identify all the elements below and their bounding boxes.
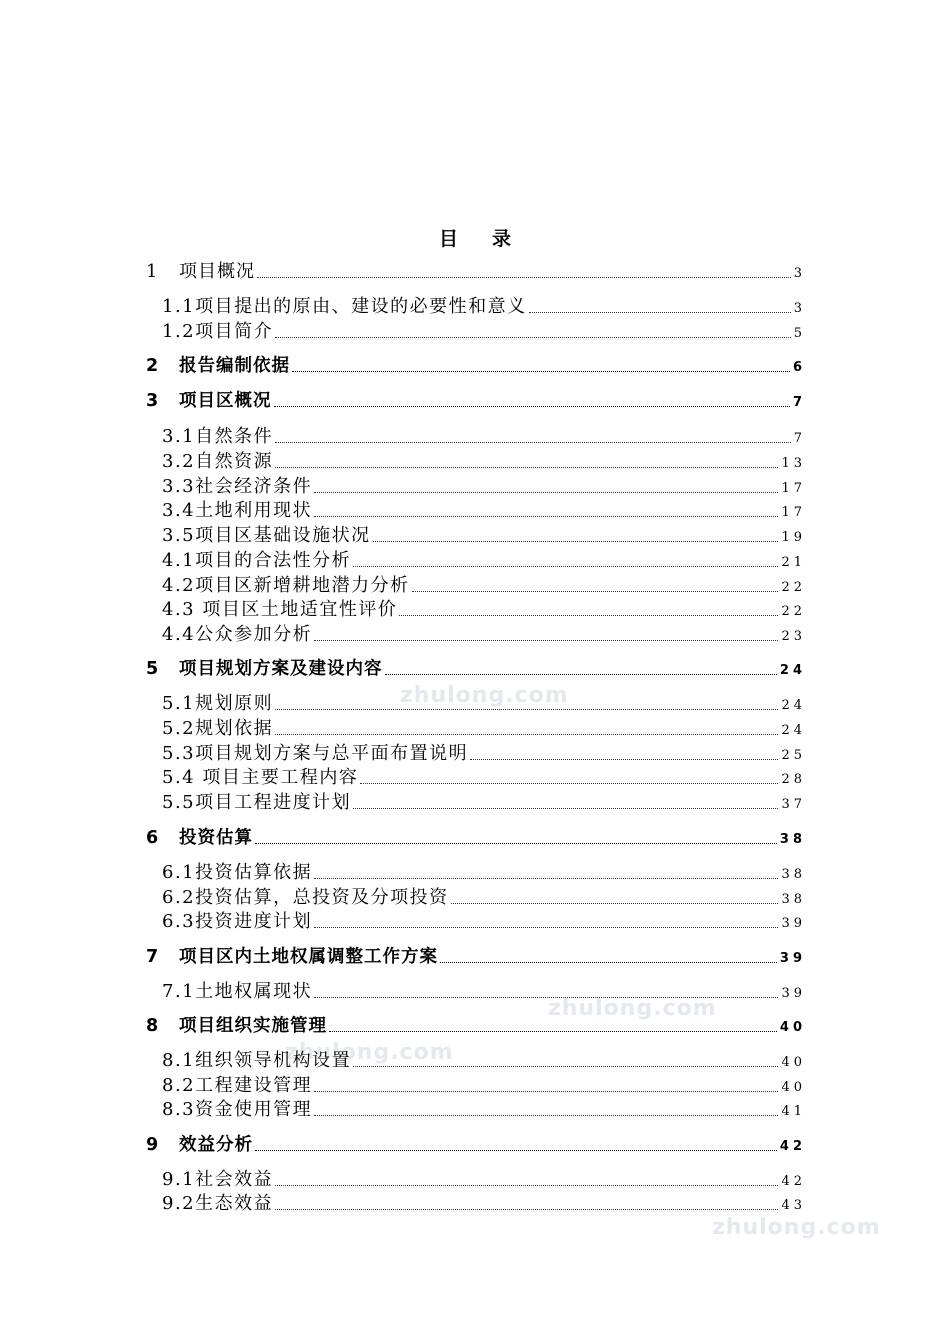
toc-entry[interactable] bbox=[0, 741, 950, 765]
toc-entry[interactable] bbox=[0, 691, 950, 715]
toc-entry-line bbox=[162, 573, 806, 597]
toc-entry-line bbox=[162, 319, 806, 343]
toc-entry-line bbox=[162, 548, 806, 572]
toc-entry[interactable] bbox=[0, 1191, 950, 1215]
toc-entry[interactable] bbox=[0, 597, 950, 621]
toc-entry-number: 5 bbox=[146, 659, 160, 679]
toc-dot-leader bbox=[399, 614, 778, 616]
toc-entry[interactable] bbox=[0, 885, 950, 909]
toc-entry[interactable] bbox=[0, 449, 950, 473]
toc-entry-line bbox=[162, 716, 806, 740]
toc-entry-text: 5.5项目工程进度计划 bbox=[162, 792, 352, 813]
toc-dot-leader bbox=[373, 540, 779, 542]
toc-page-number: 38 bbox=[781, 892, 806, 907]
toc-dot-leader bbox=[275, 733, 778, 735]
toc-entry[interactable] bbox=[0, 825, 950, 849]
toc-entry-line bbox=[162, 294, 806, 318]
toc-entry-line bbox=[162, 765, 806, 789]
toc-entry[interactable] bbox=[0, 573, 950, 597]
toc-entry[interactable] bbox=[0, 1073, 950, 1097]
toc-entry-line bbox=[162, 474, 806, 498]
toc-entry[interactable] bbox=[0, 944, 950, 968]
toc-entry-line bbox=[162, 909, 806, 933]
toc-dot-leader bbox=[329, 1030, 777, 1032]
toc-page-number: 40 bbox=[781, 1080, 806, 1095]
toc-page-number: 41 bbox=[781, 1104, 806, 1119]
watermark: zhulong.com bbox=[712, 1215, 881, 1240]
toc-entry-text: 4.4公众参加分析 bbox=[162, 624, 313, 645]
toc-entry-text: 1.1项目提出的原由、建设的必要性和意义 bbox=[162, 296, 527, 317]
toc-dot-leader bbox=[451, 902, 779, 904]
toc-entry[interactable] bbox=[0, 1132, 950, 1156]
toc-entry[interactable] bbox=[0, 523, 950, 547]
toc-entry-label: 项目概况 bbox=[179, 261, 255, 282]
toc-dot-leader bbox=[255, 1149, 777, 1151]
toc-dot-leader bbox=[353, 1065, 778, 1067]
toc-dot-leader bbox=[275, 441, 791, 443]
toc-entry-label: 项目组织实施管理 bbox=[179, 1016, 327, 1036]
toc-entry-line bbox=[146, 825, 806, 849]
toc-page-number: 17 bbox=[781, 481, 806, 496]
toc-entry-text bbox=[146, 1134, 253, 1156]
toc-entry-text: 9.1社会效益 bbox=[162, 1169, 274, 1190]
toc-entry-text: 5.3项目规划方案与总平面布置说明 bbox=[162, 743, 469, 764]
toc-entry-line bbox=[162, 1167, 806, 1191]
toc-page-number: 7 bbox=[793, 431, 806, 446]
toc-entry-line bbox=[146, 388, 806, 412]
toc-page-number: 22 bbox=[781, 604, 806, 619]
toc-page-number: 25 bbox=[781, 748, 806, 763]
toc-dot-leader bbox=[275, 336, 791, 338]
toc-entry-line bbox=[162, 979, 806, 1003]
toc-entry-label: 项目区概况 bbox=[179, 391, 272, 411]
watermark: zhulong.com bbox=[285, 1040, 454, 1065]
toc-dot-leader bbox=[314, 1090, 778, 1092]
toc-entry-line bbox=[162, 597, 806, 621]
toc-entry[interactable] bbox=[0, 1013, 950, 1037]
toc-entry-number: 6 bbox=[146, 828, 160, 848]
toc-entry-text: 8.3资金使用管理 bbox=[162, 1099, 313, 1120]
toc-entry-number: 1 bbox=[146, 261, 159, 282]
toc-entry-number: 2 bbox=[146, 356, 160, 376]
toc-dot-leader bbox=[255, 842, 777, 844]
toc-entry-line bbox=[162, 424, 806, 448]
toc-dot-leader bbox=[275, 466, 778, 468]
toc-page-number: 6 bbox=[792, 360, 806, 375]
toc-dot-leader bbox=[360, 782, 778, 784]
toc-entry[interactable] bbox=[0, 1097, 950, 1121]
toc-page-number: 3 bbox=[793, 266, 806, 281]
toc-entry-line bbox=[146, 944, 806, 968]
toc-entry[interactable] bbox=[0, 790, 950, 814]
toc-entry-line bbox=[146, 259, 806, 283]
toc-entry[interactable] bbox=[0, 1048, 950, 1072]
toc-entry-text: 4.1项目的合法性分析 bbox=[162, 550, 352, 571]
toc-entry[interactable] bbox=[0, 622, 950, 646]
toc-entry-text: 6.3投资进度计划 bbox=[162, 911, 313, 932]
toc-entry-label: 投资估算 bbox=[179, 828, 253, 848]
toc-page-number: 22 bbox=[781, 580, 806, 595]
toc-dot-leader bbox=[314, 1114, 778, 1116]
toc-entry[interactable] bbox=[0, 979, 950, 1003]
toc-dot-leader bbox=[275, 1208, 778, 1210]
toc-dot-leader bbox=[314, 515, 778, 517]
toc-entry-label: 报告编制依据 bbox=[179, 356, 290, 376]
toc-entry[interactable] bbox=[0, 424, 950, 448]
toc-entry-line bbox=[162, 1073, 806, 1097]
toc-entry[interactable] bbox=[0, 474, 950, 498]
toc-entry[interactable] bbox=[0, 353, 950, 377]
toc-entry-number: 7 bbox=[146, 947, 160, 967]
toc-entry-line bbox=[162, 449, 806, 473]
toc-entry-text: 1.2项目简介 bbox=[162, 321, 274, 342]
toc-page-number: 43 bbox=[781, 1198, 806, 1213]
toc-entry[interactable] bbox=[0, 656, 950, 680]
toc-entry-text bbox=[146, 658, 383, 680]
toc-entry-text: 8.1组织领导机构设置 bbox=[162, 1050, 352, 1071]
toc-entry-text bbox=[146, 355, 290, 377]
toc-entry-text bbox=[146, 390, 272, 412]
toc-dot-leader bbox=[314, 926, 778, 928]
toc-entry-text bbox=[146, 827, 253, 849]
toc-dot-leader bbox=[275, 1184, 778, 1186]
toc-entry-line bbox=[162, 1048, 806, 1072]
toc-entry[interactable] bbox=[0, 860, 950, 884]
toc-entry-text: 7.1土地权属现状 bbox=[162, 981, 313, 1002]
toc-page-number: 39 bbox=[781, 986, 806, 1001]
toc-entry-line bbox=[162, 790, 806, 814]
toc-page-number: 24 bbox=[779, 663, 806, 678]
toc-entry-line bbox=[162, 860, 806, 884]
toc-dot-leader bbox=[314, 877, 778, 879]
toc-page-number: 40 bbox=[781, 1055, 806, 1070]
toc-entry-line bbox=[162, 885, 806, 909]
toc-page-number: 17 bbox=[781, 505, 806, 520]
toc-dot-leader bbox=[529, 311, 791, 313]
toc-entry[interactable] bbox=[0, 548, 950, 572]
toc-page-number: 5 bbox=[793, 326, 806, 341]
toc-dot-leader bbox=[257, 276, 791, 278]
toc-entry-text: 3.4土地利用现状 bbox=[162, 500, 313, 521]
toc-entry-line bbox=[146, 1132, 806, 1156]
toc-dot-leader bbox=[353, 565, 778, 567]
toc-entry-line bbox=[162, 741, 806, 765]
toc-page-number: 38 bbox=[779, 832, 806, 847]
toc-entry[interactable] bbox=[0, 319, 950, 343]
toc-entry-label: 项目规划方案及建设内容 bbox=[179, 659, 383, 679]
toc-entry-text bbox=[146, 1015, 327, 1037]
toc-page-number: 19 bbox=[781, 530, 806, 545]
toc-page-number: 13 bbox=[781, 456, 806, 471]
toc-entry-label: 效益分析 bbox=[179, 1135, 253, 1155]
toc-entry-line bbox=[162, 498, 806, 522]
toc-entry-text: 6.1投资估算依据 bbox=[162, 862, 313, 883]
toc-dot-leader bbox=[470, 758, 778, 760]
toc-entry-text: 5.4 项目主要工程内容 bbox=[162, 767, 359, 788]
toc-entry-line bbox=[162, 523, 806, 547]
toc-entry-line bbox=[162, 1191, 806, 1215]
watermark: zhulong.com bbox=[548, 996, 717, 1021]
toc-dot-leader bbox=[274, 405, 790, 407]
toc-entry-line bbox=[146, 1013, 806, 1037]
toc-page-number: 37 bbox=[781, 797, 806, 812]
toc-entry-line bbox=[162, 622, 806, 646]
toc-title-char: 录 bbox=[492, 228, 512, 250]
toc-dot-leader bbox=[275, 708, 778, 710]
toc-entry-label: 项目区内土地权属调整工作方案 bbox=[179, 947, 438, 967]
toc-page-number: 42 bbox=[779, 1139, 806, 1154]
toc-entry-line bbox=[146, 353, 806, 377]
toc-page-number: 39 bbox=[781, 916, 806, 931]
toc-page-number: 24 bbox=[781, 698, 806, 713]
toc-entry-line bbox=[162, 1097, 806, 1121]
toc-page-number: 3 bbox=[793, 301, 806, 316]
toc-dot-leader bbox=[314, 491, 778, 493]
toc-entry-text: 3.3社会经济条件 bbox=[162, 476, 313, 497]
toc-dot-leader bbox=[292, 370, 790, 372]
toc-page-number: 40 bbox=[779, 1020, 806, 1035]
toc-title-char: 目 bbox=[438, 228, 458, 250]
watermark: zhulong.com bbox=[400, 683, 569, 708]
toc-entry-text: 8.2工程建设管理 bbox=[162, 1075, 313, 1096]
toc-entry[interactable] bbox=[0, 259, 950, 283]
toc-dot-leader bbox=[412, 590, 779, 592]
toc-entry-text: 9.2生态效益 bbox=[162, 1193, 274, 1214]
toc-entry-text bbox=[146, 261, 255, 283]
toc-dot-leader bbox=[385, 673, 777, 675]
toc-entry-line bbox=[146, 656, 806, 680]
toc-entry[interactable] bbox=[0, 765, 950, 789]
toc-page-number: 23 bbox=[781, 629, 806, 644]
toc-page-number: 7 bbox=[792, 395, 806, 410]
toc-entry-text: 4.3 项目区土地适宜性评价 bbox=[162, 599, 398, 620]
toc-dot-leader bbox=[314, 639, 778, 641]
toc-entry[interactable] bbox=[0, 909, 950, 933]
toc-entry-text: 3.2自然资源 bbox=[162, 451, 274, 472]
toc-entry-line bbox=[162, 691, 806, 715]
toc-page-number: 28 bbox=[781, 772, 806, 787]
toc-entry-text: 3.5项目区基础设施状况 bbox=[162, 525, 371, 546]
toc-page-number: 42 bbox=[781, 1174, 806, 1189]
toc-entry-text: 6.2投资估算，总投资及分项投资 bbox=[162, 887, 449, 908]
toc-entry-text: 5.2规划依据 bbox=[162, 718, 274, 739]
toc-entry-number: 8 bbox=[146, 1016, 160, 1036]
toc-entry-text: 5.1规划原则 bbox=[162, 693, 274, 714]
toc-entry-number: 3 bbox=[146, 391, 160, 411]
toc-page-number: 38 bbox=[781, 867, 806, 882]
toc-entry[interactable] bbox=[0, 294, 950, 318]
toc-dot-leader bbox=[440, 961, 777, 963]
toc-entry[interactable] bbox=[0, 498, 950, 522]
toc-entry-number: 9 bbox=[146, 1135, 160, 1155]
toc-page-number: 24 bbox=[781, 723, 806, 738]
toc-entry-text: 4.2项目区新增耕地潜力分析 bbox=[162, 575, 410, 596]
toc-page-number: 21 bbox=[781, 555, 806, 570]
toc-entry[interactable] bbox=[0, 388, 950, 412]
toc-entry[interactable] bbox=[0, 1167, 950, 1191]
toc-entry-text: 3.1自然条件 bbox=[162, 426, 274, 447]
toc-page-number: 39 bbox=[779, 951, 806, 966]
toc-entry-text bbox=[146, 946, 438, 968]
toc-dot-leader bbox=[353, 807, 778, 809]
toc-entry[interactable] bbox=[0, 716, 950, 740]
toc-dot-leader bbox=[314, 996, 778, 998]
